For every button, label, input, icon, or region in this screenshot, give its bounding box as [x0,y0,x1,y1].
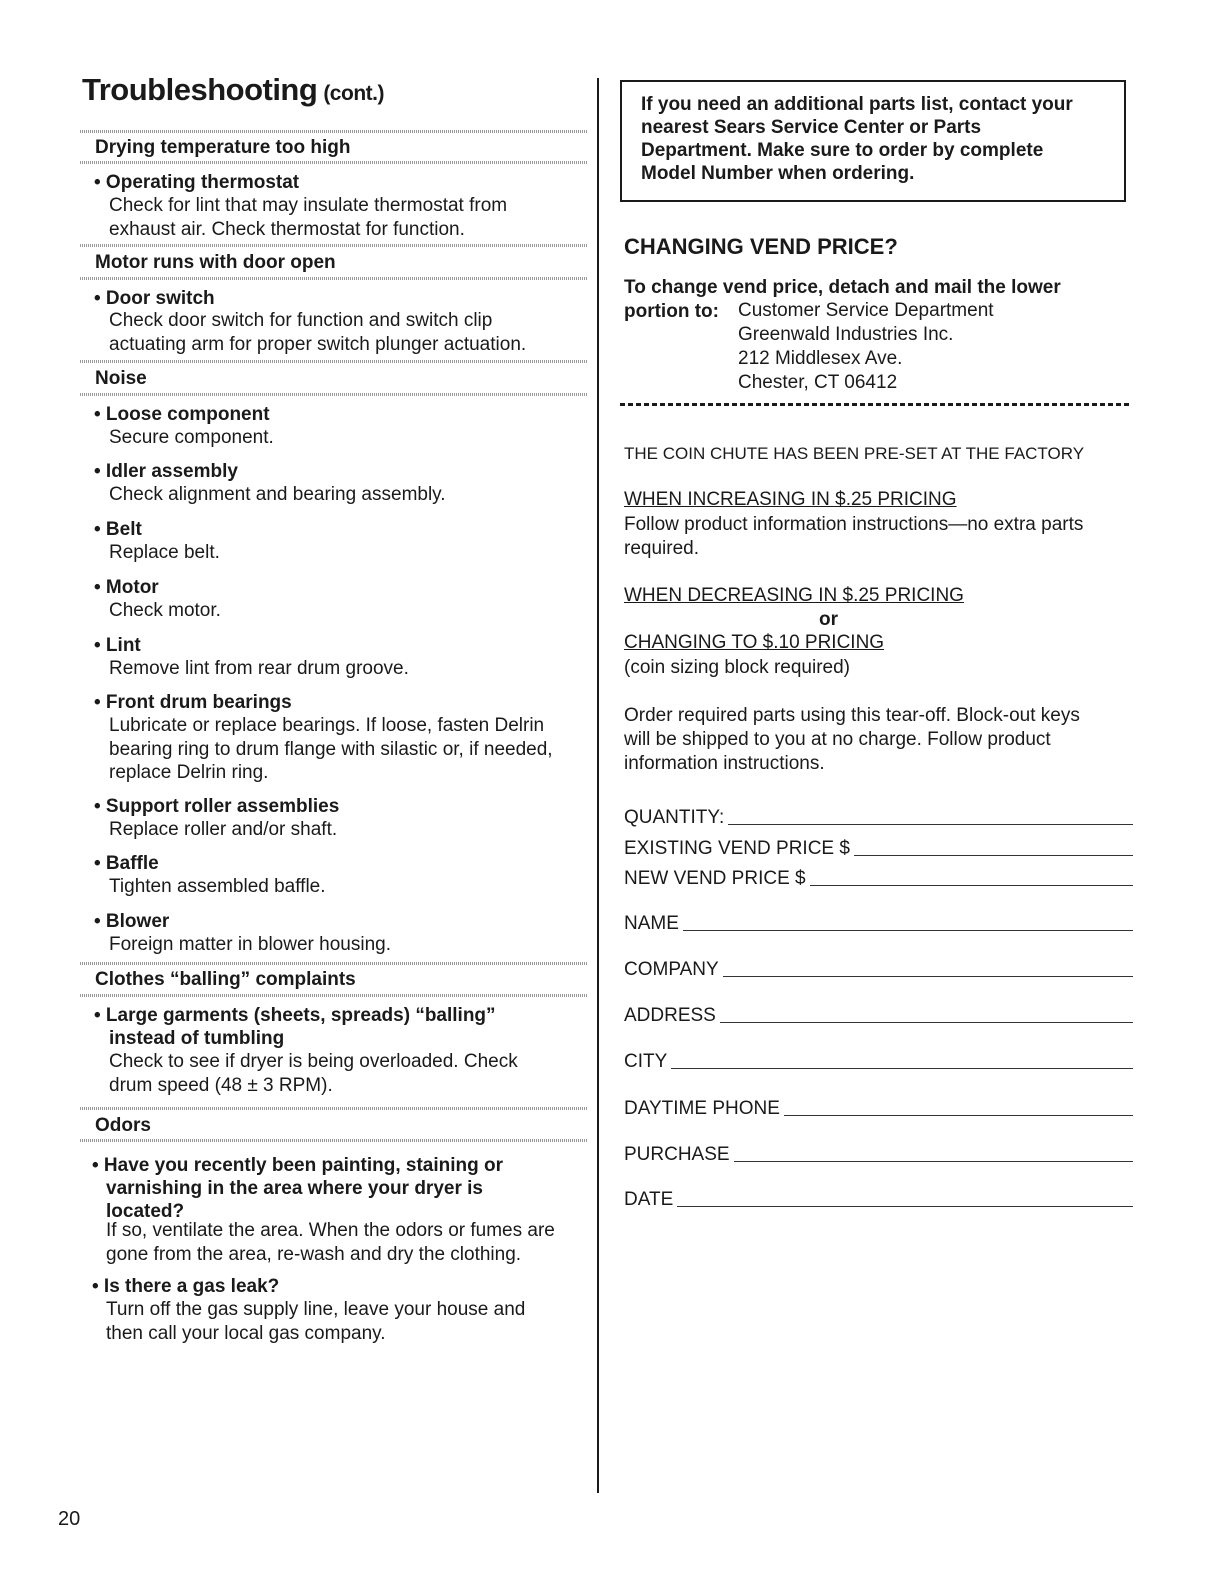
blank-line[interactable] [677,1205,1133,1207]
body-line: Secure component. [109,427,274,448]
section-divider [80,1107,588,1110]
blank-line[interactable] [723,975,1133,977]
address-line: Customer Service Department [738,300,994,321]
body-line: actuating arm for proper switch plunger actuation. [109,333,527,355]
blank-line[interactable] [671,1067,1133,1069]
body-line: information instructions. [624,753,825,774]
item-title [94,1004,496,1050]
vend-price-heading: CHANGING VEND PRICE? [624,234,898,259]
body-line: If so, ventilate the area. When the odors or fumes are [106,1220,555,1241]
field-label: DAYTIME PHONE [624,1098,780,1119]
item-body [109,599,221,623]
field-label: COMPANY [624,959,719,980]
or-label: or [819,609,838,630]
notice-line: Department. Make sure to order by complete [641,140,1044,161]
blank-line[interactable] [683,929,1133,931]
title-line: located? [106,1201,185,1222]
item-body [109,483,446,507]
blank-line[interactable] [810,884,1133,886]
body-line: required. [624,538,699,559]
body-line: gone from the area, re-wash and dry the clothing. [106,1243,522,1265]
section-divider [80,393,588,396]
daytime-phone-field[interactable] [624,1094,1133,1120]
body-line: replace Delrin ring. [109,762,269,783]
title-line: instead of tumbling [109,1028,285,1049]
title-line: • Have you recently been painting, staining or [92,1155,504,1176]
section-heading: Clothes “balling” complaints [95,969,356,990]
body-line: Check door switch for function and switch clip [109,310,493,331]
field-label: ADDRESS [624,1005,716,1026]
field-label: NEW VEND PRICE $ [624,868,806,889]
blank-line[interactable] [720,1021,1133,1023]
city-field[interactable] [624,1047,1133,1073]
factory-note: THE COIN CHUTE HAS BEEN PRE-SET AT THE FACTORY [624,444,1085,463]
item-body [109,541,220,565]
title-line: • Is there a gas leak? [92,1276,280,1297]
body-line: Check alignment and bearing assembly. [109,484,446,505]
item-body [109,714,553,785]
address-line: Greenwald Industries Inc. [738,324,954,345]
title-line: varnishing in the area where your dryer is [106,1178,483,1199]
body-line: Follow product information instructions—no extra parts [624,514,1084,535]
section-heading: Odors [95,1115,151,1136]
item-title: • Door switch [94,288,215,309]
body-line: Turn off the gas supply line, leave your house and [106,1299,526,1320]
parts-notice-text [641,93,1073,185]
existing-price-field[interactable] [624,834,1133,860]
blank-line[interactable] [784,1114,1133,1116]
section-divider [80,1139,588,1142]
field-label: CITY [624,1051,668,1072]
order-body [624,704,1080,776]
blank-line[interactable] [854,854,1133,856]
item-body [109,309,526,356]
blank-line[interactable] [728,823,1133,825]
date-field[interactable] [624,1185,1133,1211]
item-title [92,1275,279,1298]
section-divider [80,244,588,247]
item-title: • Lint [94,635,141,656]
item-body [109,818,337,842]
section-heading: Noise [95,368,147,389]
item-title: • Support roller assemblies [94,796,340,817]
body-line: Replace belt. [109,542,220,563]
item-title: • Front drum bearings [94,692,292,713]
item-title: • Baffle [94,853,159,874]
section-divider [80,994,588,997]
body-line: Order required parts using this tear-off. Block-out keys [624,705,1080,726]
body-line: Check motor. [109,600,221,621]
increasing-heading: WHEN INCREASING IN $.25 PRICING [624,489,957,510]
body-line: Replace roller and/or shaft. [109,819,338,840]
new-price-field[interactable] [624,864,1133,890]
title-text: Troubleshooting [82,72,318,107]
page-title [82,72,384,108]
field-label: DATE [624,1189,674,1210]
address-line: 212 Middlesex Ave. [738,348,903,369]
field-label: PURCHASE [624,1144,730,1165]
body-line: Lubricate or replace bearings. If loose, fasten Delrin [109,715,545,736]
item-body [106,1219,555,1266]
name-field[interactable] [624,909,1133,935]
body-line: Tighten assembled baffle. [109,876,326,897]
address-line: Chester, CT 06412 [738,372,898,393]
blank-line[interactable] [734,1160,1133,1162]
item-body [109,657,409,681]
item-title [92,1154,503,1223]
item-body [106,1298,525,1345]
body-line: Remove lint from rear drum groove. [109,658,409,679]
body-line: then call your local gas company. [106,1322,386,1344]
intro-line: To change vend price, detach and mail the lower [624,277,1061,298]
section-heading: Drying temperature too high [95,137,351,158]
section-heading: Motor runs with door open [95,252,336,273]
changing-note: (coin sizing block required) [624,657,850,678]
field-label: EXISTING VEND PRICE $ [624,838,850,859]
item-body [109,933,391,957]
notice-line: Model Number when ordering. [641,163,915,184]
intro-line: portion to: [624,301,719,322]
address-field[interactable] [624,1001,1133,1027]
parts-notice-box [620,80,1126,202]
item-body [109,875,326,899]
title-suffix: (cont.) [323,82,384,105]
purchase-field[interactable] [624,1140,1133,1166]
body-line: Check to see if dryer is being overloaded. Check [109,1051,518,1072]
body-line: drum speed (48 ± 3 RPM). [109,1074,333,1096]
body-line: will be shipped to you at no charge. Follow product [624,729,1051,750]
item-title: • Loose component [94,404,270,425]
changing-heading: CHANGING TO $.10 PRICING [624,632,885,653]
item-title: • Blower [94,911,170,932]
field-label: NAME [624,913,679,934]
column-rule [597,78,599,1493]
item-title: • Operating thermostat [94,172,300,193]
item-body [109,194,507,241]
decreasing-heading: WHEN DECREASING IN $.25 PRICING [624,585,964,606]
title-line: • Large garments (sheets, spreads) “balling” [94,1005,496,1026]
item-title: • Motor [94,577,159,598]
quantity-field[interactable] [624,803,1133,829]
increasing-body [624,513,1083,561]
item-body [109,426,274,450]
item-body [109,1050,518,1097]
section-divider [80,277,588,280]
section-divider [80,360,588,363]
field-label: QUANTITY: [624,807,725,828]
page-number: 20 [58,1508,81,1530]
notice-line: If you need an additional parts list, contact your [641,94,1073,115]
company-field[interactable] [624,955,1133,981]
body-line: exhaust air. Check thermostat for function. [109,218,465,240]
tear-off-line [620,403,1132,406]
section-divider [80,130,588,133]
item-title: • Idler assembly [94,461,238,482]
body-line: Check for lint that may insulate thermostat from [109,195,508,216]
section-divider [80,962,588,965]
item-title: • Belt [94,519,142,540]
body-line: bearing ring to drum flange with silastic or, if needed, [109,738,553,760]
section-divider [80,161,588,164]
body-line: Foreign matter in blower housing. [109,934,391,955]
notice-line: nearest Sears Service Center or Parts [641,117,982,138]
